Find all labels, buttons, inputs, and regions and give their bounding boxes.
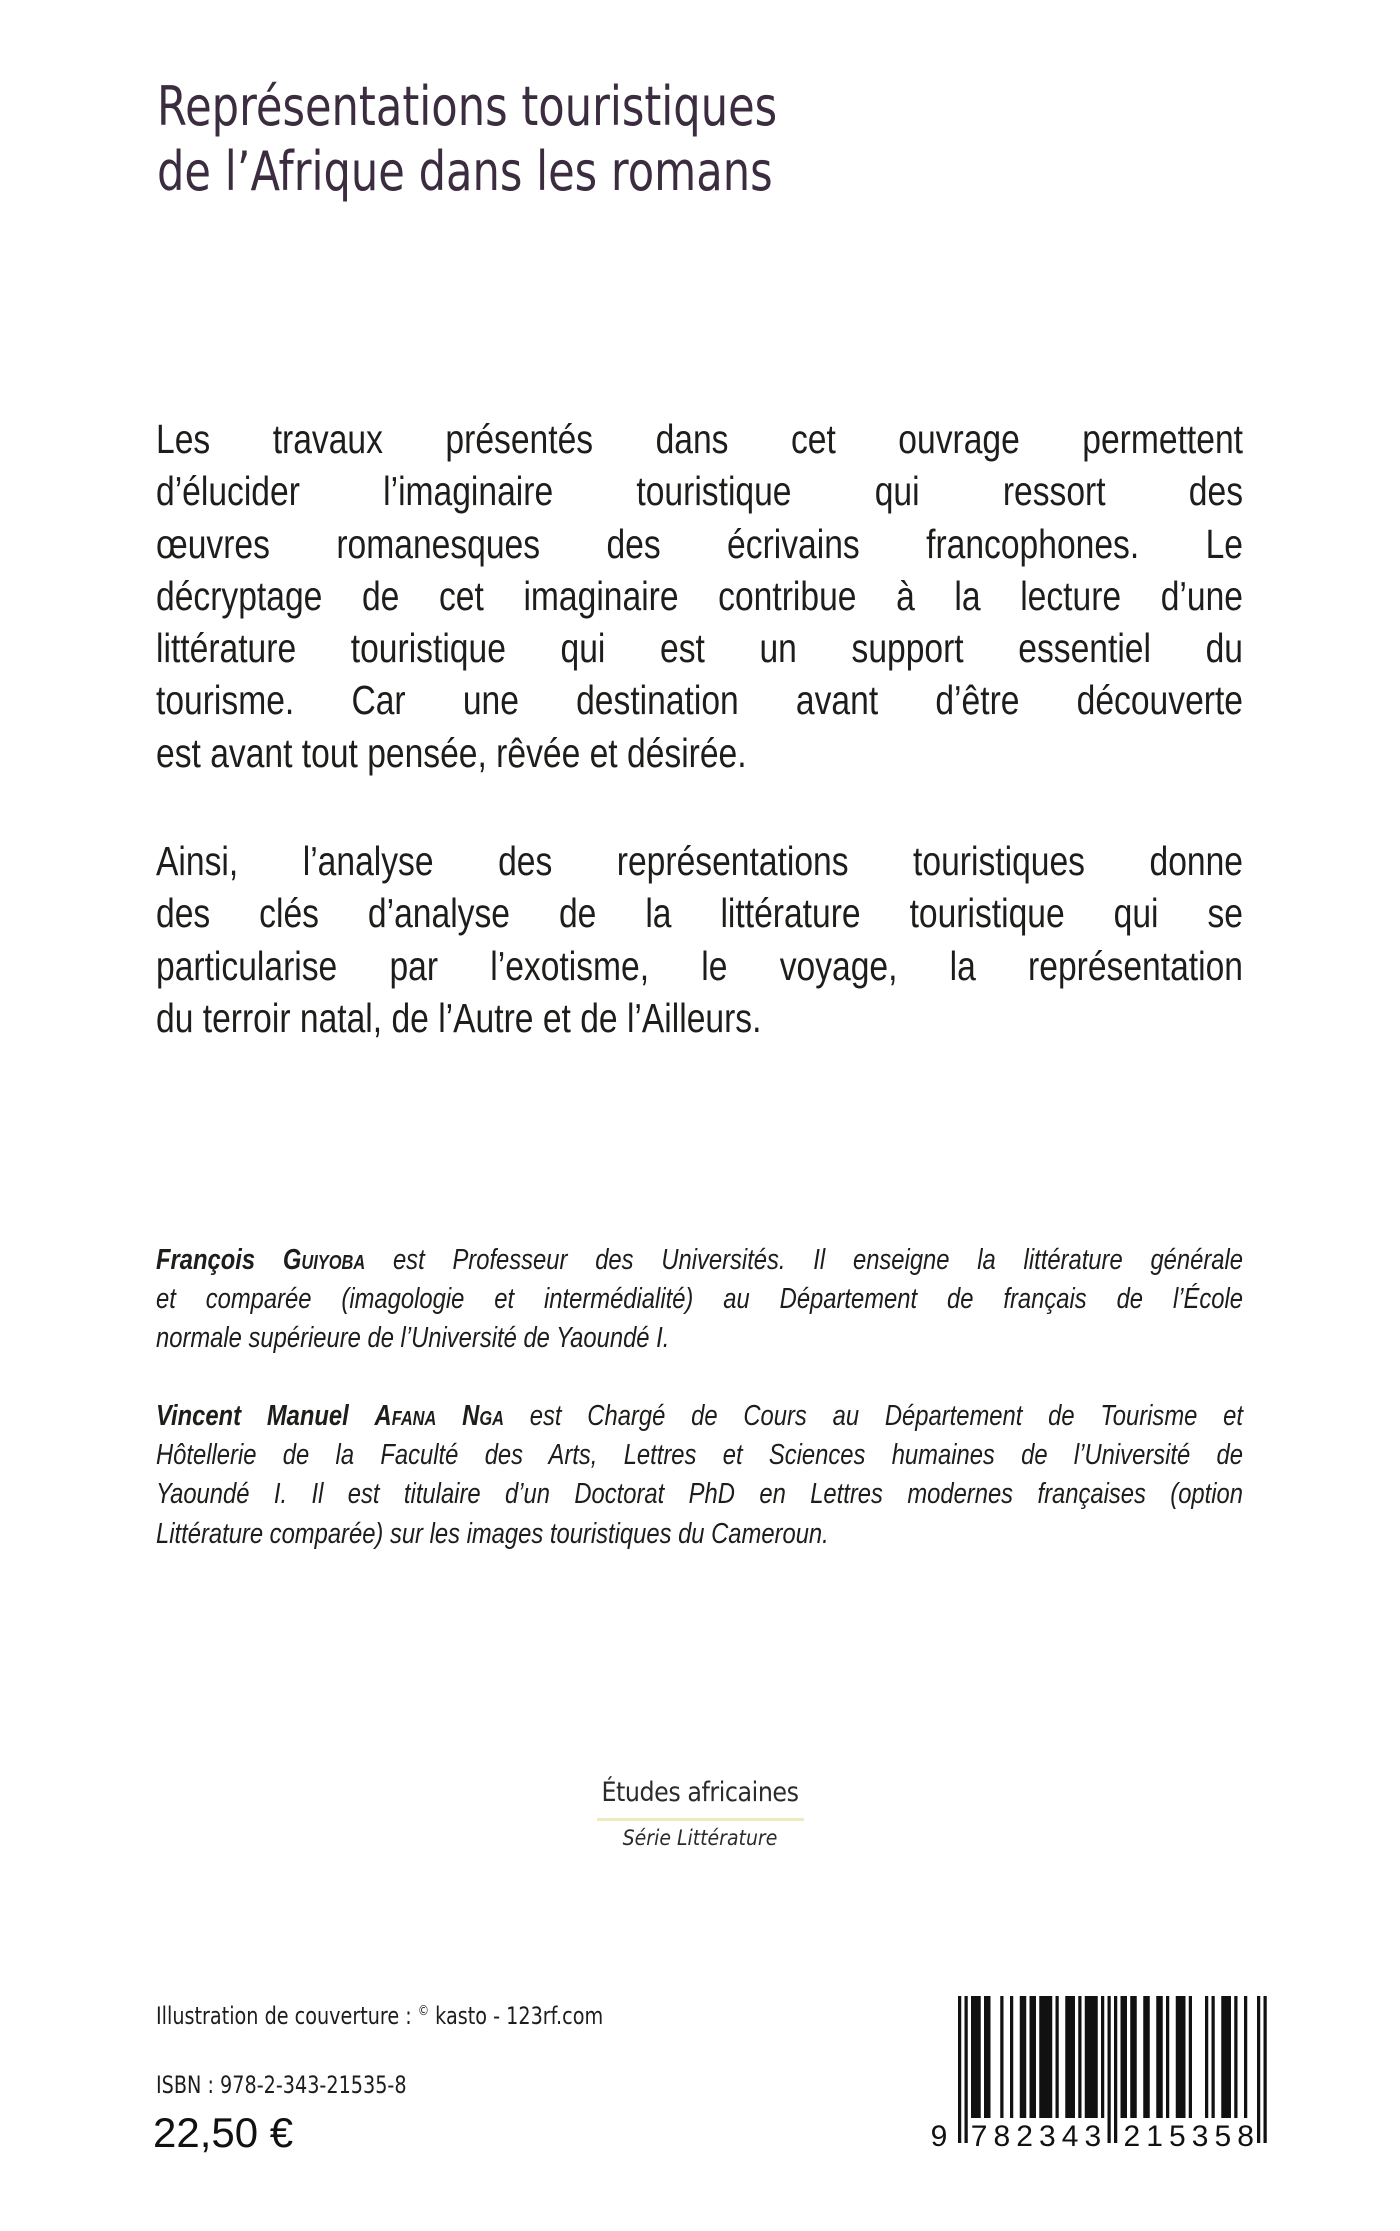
blurb-line: est avant tout pensée, rêvée et désirée. [156,729,747,776]
barcode-bar [1212,1996,1215,2118]
barcode-digit: 5 [1169,2120,1186,2152]
barcode-guard-bar [958,1996,961,2143]
barcode-digit: 8 [993,2120,1011,2152]
barcode-digit: 3 [1084,2120,1102,2152]
author-first-name: Vincent Manuel [156,1400,349,1432]
barcode-digit: 8 [1237,2120,1254,2152]
title-line-1: Représentations touristiques [157,75,778,138]
barcode-digit: 9 [930,2120,948,2152]
blurb-line: des clés d’analyse de la littérature touristique qui se [156,890,1243,937]
barcode-bar [1030,1996,1037,2118]
barcode-bar [1085,1996,1098,2118]
copyright-icon: © [417,2003,430,2019]
bio-line: normale supérieure de l’Université de Yaoundé I. [156,1322,670,1355]
barcode-bar [1039,1996,1052,2118]
barcode-bar [1101,1996,1104,2118]
barcode-bar [1244,1996,1247,2118]
barcode-bar [1143,1996,1150,2118]
barcode-digit: 4 [1061,2120,1079,2152]
blurb-paragraph-1 [156,413,1243,779]
blurb-paragraph-2 [156,835,1243,1044]
blurb-line: du terroir natal, de l’Autre et de l’Ailleurs. [156,994,762,1041]
blurb-line: Ainsi, l’analyse des représentations touristiques donne [156,838,1243,884]
blurb-line: d’élucider l’imaginaire touristique qui ressort des [156,468,1244,515]
barcode-bar [971,1996,981,2118]
bio-line: Littérature comparée) sur les images touristiques du Cameroun. [156,1517,829,1550]
barcode-digit: 1 [1146,2120,1163,2152]
series-divider [597,1818,804,1821]
barcode-bar [1020,1996,1027,2118]
bio-line: Yaoundé I. Il est titulaire d’un Doctorat PhD en Lettres modernes françaises (option [156,1478,1243,1511]
barcode-bar [1121,1996,1128,2118]
barcode-digit: 2 [1123,2120,1141,2152]
series-name: Études africaines [601,1777,799,1808]
barcode-digit: 5 [1214,2120,1232,2152]
illustration-source: kasto - 123rf.com [429,2002,604,2030]
barcode-bar [1010,1996,1013,2118]
barcode-bar [1221,1996,1231,2118]
barcode-digit: 3 [1039,2120,1056,2152]
price: 22,50 € [153,2109,294,2156]
barcode-bar [1156,1996,1163,2118]
barcode-bar [1189,1996,1192,2118]
series-subtitle: Série Littérature [622,1826,778,1850]
barcode-bar [1065,1996,1075,2118]
isbn-barcode [925,1992,1275,2152]
blurb-line: littérature touristique qui est un support essentiel du [156,625,1243,672]
bio-line [156,1397,1243,1436]
illustration-label: Illustration de couverture : [156,2002,418,2030]
author-last-name: Guiyoba [282,1244,366,1276]
barcode-bar [1130,1996,1137,2118]
barcode-bar [1234,1996,1237,2118]
series-logo [580,1775,820,1853]
barcode-bar [1166,1996,1169,2118]
illustration-credit [156,2002,603,2030]
barcode-bar [1078,1996,1081,2118]
author-bio-1 [156,1241,1243,1359]
bio-line: et comparée (imagologie et intermédialité) au Département de français de l’École [156,1283,1243,1316]
barcode-guard-bar [1264,1996,1267,2143]
blurb-line: tourisme. Car une destination avant d’être découverte [156,677,1243,724]
author-last-name: Afana Nga [374,1400,504,1432]
blurb-line: décryptage de cet imaginaire contribue à la lecture d’une [156,572,1243,619]
barcode-bar [1000,1996,1003,2118]
barcode-guard-bar [1108,1996,1111,2143]
barcode-digit: 3 [1191,2120,1209,2152]
book-title [157,74,877,204]
barcode-bar [1176,1996,1186,2118]
blurb-line: particularise par l’exotisme, le voyage, la représentation [156,942,1243,989]
isbn-text: ISBN : 978-2-343-21535-8 [156,2071,407,2099]
barcode-bar [1205,1996,1208,2118]
bio-text: est Chargé de Cours au Département de Tourisme et [503,1400,1243,1432]
bio-line: Hôtellerie de la Faculté des Arts, Lettres et Sciences humaines de l’Université de [156,1439,1243,1472]
blurb-line: Les travaux présentés dans cet ouvrage permettent [156,416,1243,462]
barcode-guard-bar [965,1996,968,2143]
barcode-bar [984,1996,991,2118]
blurb-line: œuvres romanesques des écrivains francophones. Le [156,520,1243,567]
bio-line [156,1241,1243,1280]
barcode-digit: 7 [970,2120,988,2152]
title-line-2: de l’Afrique dans les romans [157,140,773,203]
barcode-digit: 2 [1016,2120,1033,2152]
barcode-guard-bar [1114,1996,1117,2143]
author-bio-2 [156,1397,1243,1554]
barcode-bar [1056,1996,1059,2118]
bio-text: est Professeur des Universités. Il enseigne la littérature générale [365,1244,1243,1276]
barcode-guard-bar [1257,1996,1260,2143]
author-first-name: François [156,1244,256,1276]
